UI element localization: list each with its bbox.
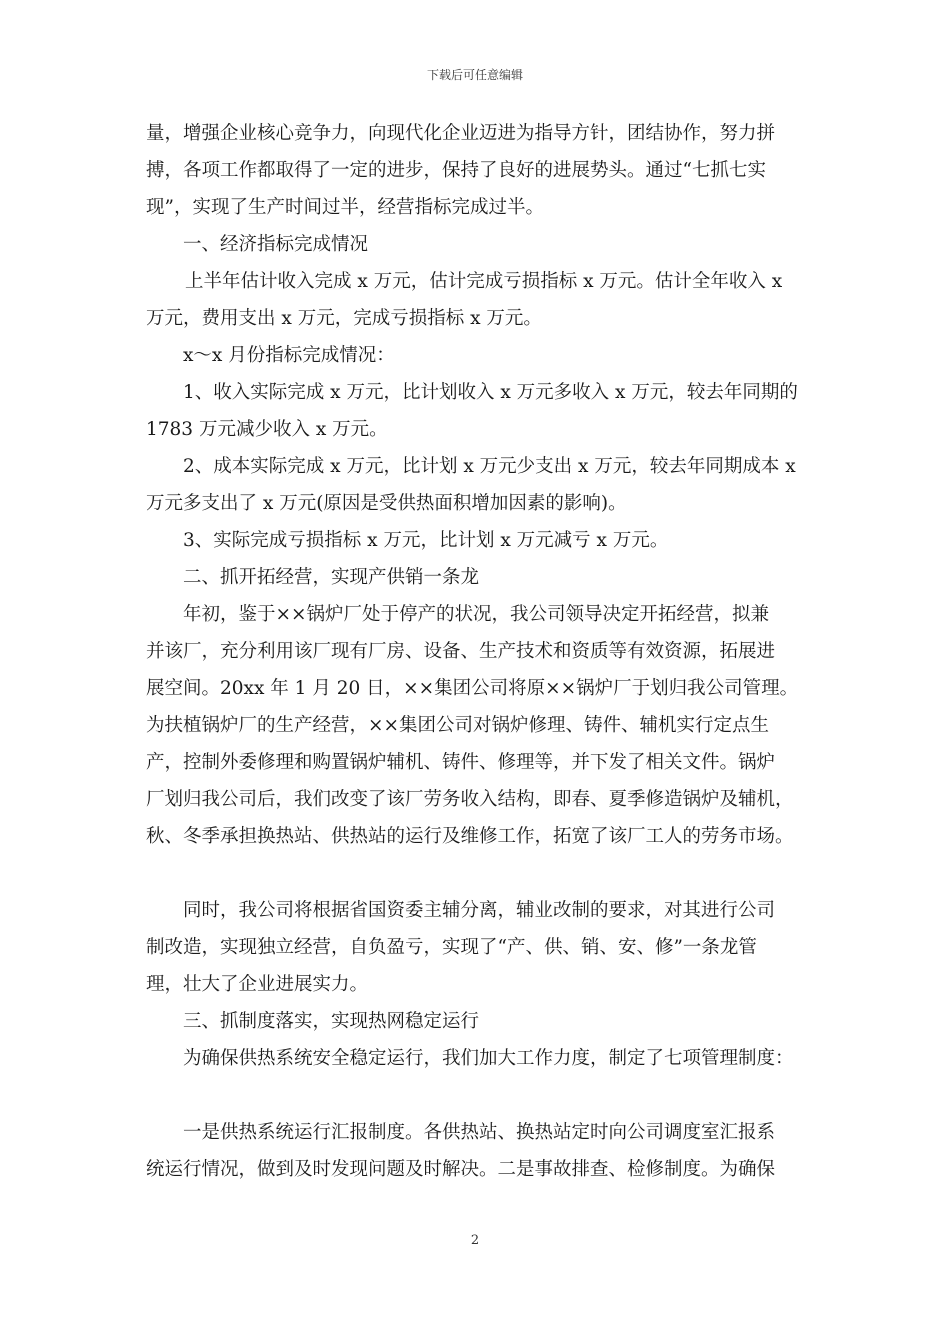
body-line: 年初，鉴于××锅炉厂处于停产的状况，我公司领导决定开拓经营，拟兼 (183, 604, 770, 625)
body-line: 秋、冬季承担换热站、供热站的运行及维修工作，拓宽了该厂工人的劳务市场。 (146, 826, 794, 847)
section-heading: 二、抓开拓经营，实现产供销一条龙 (183, 567, 480, 588)
body-line: 统运行情况，做到及时发现问题及时解决。二是事故排查、检修制度。为确保 (146, 1159, 776, 1180)
body-line: 厂划归我公司后，我们改变了该厂劳务收入结构，即春、夏季修造锅炉及辅机， (146, 789, 794, 810)
body-line: 量，增强企业核心竞争力，向现代化企业迈进为指导方针，团结协作，努力拼 (146, 123, 776, 144)
body-line: 制改造，实现独立经营，自负盈亏，实现了“产、供、销、安、修”一条龙管 (146, 937, 757, 958)
body-line: 产，控制外委修理和购置锅炉辅机、铸件、修理等，并下发了相关文件。锅炉 (146, 752, 776, 773)
header-note: 下载后可任意编辑 (426, 68, 523, 82)
body-line: 万元多支出了 x 万元(原因是受供热面积增加因素的影响)。 (146, 493, 627, 514)
body-line: 1783 万元减少收入 x 万元。 (146, 419, 388, 440)
body-line: 理，壮大了企业进展实力。 (146, 974, 369, 995)
body-line: 一是供热系统运行汇报制度。各供热站、换热站定时向公司调度室汇报系 (183, 1122, 776, 1143)
section-heading: 一、经济指标完成情况 (183, 234, 369, 255)
body-line: 1、收入实际完成 x 万元，比计划收入 x 万元多收入 x 万元，较去年同期的 (183, 382, 798, 403)
body-line: 并该厂，充分利用该厂现有厂房、设备、生产技术和资质等有效资源，拓展进 (146, 641, 776, 662)
section-heading: 三、抓制度落实，实现热网稳定运行 (183, 1011, 480, 1032)
body-line: 上半年估计收入完成 x 万元，估计完成亏损指标 x 万元。估计全年收入 x (185, 271, 783, 292)
body-line: 2、成本实际完成 x 万元，比计划 x 万元少支出 x 万元，较去年同期成本 x (183, 456, 796, 477)
body-line: 3、实际完成亏损指标 x 万元，比计划 x 万元减亏 x 万元。 (183, 530, 669, 551)
body-line: 展空间。20xx 年 1 月 20 日，××集团公司将原××锅炉厂于划归我公司管理。 (146, 678, 799, 699)
body-line: 为确保供热系统安全稳定运行，我们加大工作力度，制定了七项管理制度： (183, 1048, 794, 1069)
body-line: 为扶植锅炉厂的生产经营，××集团公司对锅炉修理、铸件、辅机实行定点生 (146, 715, 770, 736)
body-line: 万元，费用支出 x 万元，完成亏损指标 x 万元。 (146, 308, 542, 329)
body-line: 搏，各项工作都取得了一定的进步，保持了良好的进展势头。通过“七抓七实 (146, 160, 766, 181)
body-line: 同时，我公司将根据省国资委主辅分离，辅业改制的要求，对其进行公司 (183, 900, 776, 921)
body-line: x～x 月份指标完成情况： (183, 345, 395, 366)
page-number: 2 (470, 1233, 480, 1248)
body-line: 现”，实现了生产时间过半，经营指标完成过半。 (146, 197, 544, 218)
